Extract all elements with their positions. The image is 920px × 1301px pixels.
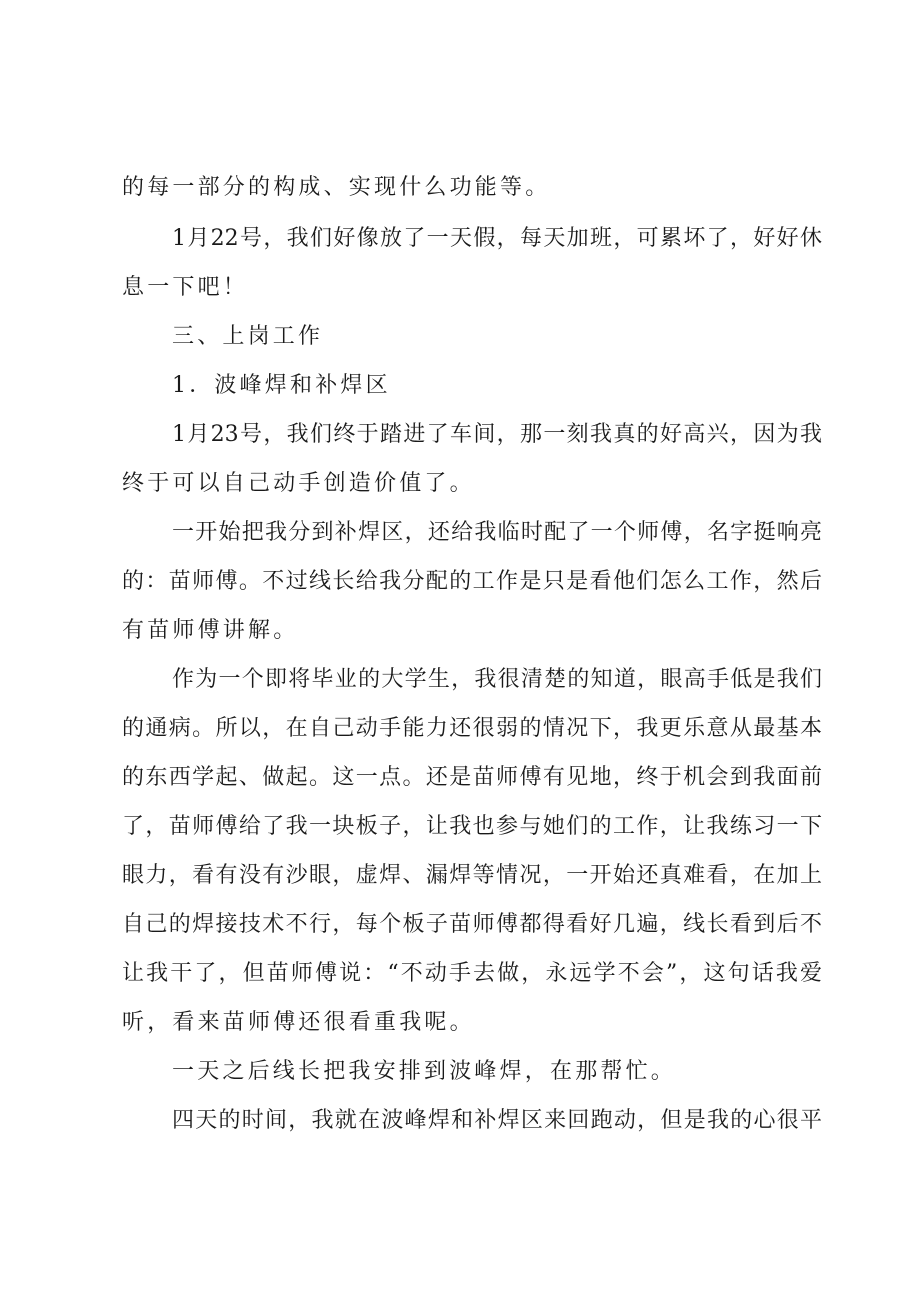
text-line: 眼力，看有没有沙眼，虚焊、漏焊等情况，一开始还真难看，在加上 — [122, 863, 822, 888]
text-line: 作为一个即将毕业的大学生，我很清楚的知道，眼高手低是我们 — [172, 667, 822, 692]
text-line: 了，苗师傅给了我一块板子，让我也参与她们的工作，让我练习一下 — [122, 814, 822, 839]
text-line: 有苗师傅讲解。 — [122, 618, 299, 643]
subsection-heading: 1．波峰焊和补焊区 — [172, 373, 391, 398]
text-line: 四天的时间，我就在波峰焊和补焊区来回跑动，但是我的心很平 — [172, 1108, 822, 1133]
text-line: 自己的焊接技术不行，每个板子苗师傅都得看好几遍，线长看到后不 — [122, 912, 822, 937]
text-line: 的东西学起、做起。这一点。还是苗师傅有见地，终于机会到我面前 — [122, 765, 822, 790]
text-line: 听，看来苗师傅还很看重我呢。 — [122, 1010, 475, 1035]
text-line: 1月23号，我们终于踏进了车间，那一刻我真的好高兴，因为我 — [172, 422, 822, 447]
text-line: 息一下吧！ — [122, 275, 249, 300]
text-line: 一开始把我分到补焊区，还给我临时配了一个师傅，名字挺响亮 — [172, 520, 822, 545]
text-line: 一天之后线长把我安排到波峰焊，在那帮忙。 — [172, 1059, 677, 1084]
text-line: 让我干了，但苗师傅说：“不动手去做，永远学不会”，这句话我爱 — [122, 961, 822, 986]
text-line: 的通病。所以，在自己动手能力还很弱的情况下，我更乐意从最基本 — [122, 716, 822, 741]
text-line: 终于可以自己动手创造价值了。 — [122, 471, 475, 496]
text-line: 的每一部分的构成、实现什么功能等。 — [122, 175, 551, 200]
text-line: 1月22号，我们好像放了一天假，每天加班，可累坏了，好好休 — [172, 226, 822, 251]
text-line: 的：苗师傅。不过线长给我分配的工作是只是看他们怎么工作，然后 — [122, 569, 822, 594]
section-heading: 三、上岗工作 — [172, 324, 324, 349]
